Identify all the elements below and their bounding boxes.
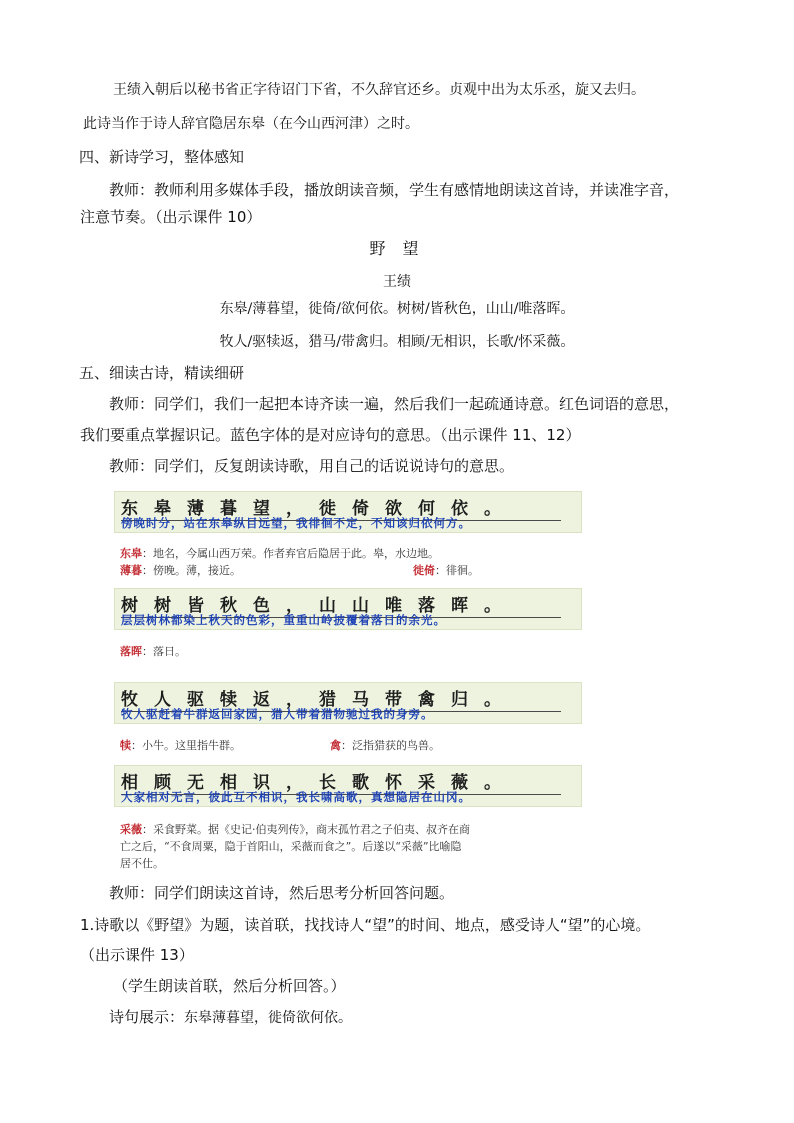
slide-box	[114, 682, 582, 724]
section-4-heading: 四、新诗学习，整体感知	[79, 148, 245, 166]
note-item	[120, 643, 186, 660]
note-item	[330, 737, 440, 754]
note-term: 徙倚	[413, 564, 435, 577]
poem-line-1: 东皋/薄暮望，徙倚/欲何依。树树/皆秋色，山山/唯落晖。	[219, 301, 575, 317]
slide-poem-line: 树树皆秋色，山山唯落晖。	[121, 591, 561, 618]
note-text: 居不仕。	[120, 857, 164, 870]
note-text: ：小牛。这里指牛群。	[131, 739, 241, 752]
poem-line-2: 牧人/驱犊返，猎马/带禽归。相顾/无相识，长歌/怀采薇。	[219, 334, 575, 350]
note-term: 东皋	[120, 547, 142, 560]
section-4-teacher-line-2: 注意节奏。（出示课件 10）	[80, 208, 262, 226]
poem-author: 王绩	[383, 274, 411, 290]
note-item	[413, 562, 479, 579]
section-5-teacher-1-line-1: 教师：同学们，我们一起把本诗齐读一遍，然后我们一起疏通诗意。红色词语的意思，	[109, 395, 680, 413]
note-text: ：徘徊。	[435, 564, 479, 577]
note-text: ：地名，今属山西万荣。作者弃官后隐居于此。皋，水边地。	[142, 547, 439, 560]
note-text: 亡之后，“不食周粟，隐于首阳山，采薇而食之”。后遂以“采薇”比喻隐	[120, 840, 462, 853]
slide-translation: 层层树林都染上秋天的色彩，重重山岭披覆着落日的余光。	[121, 613, 446, 627]
note-term: 犊	[120, 739, 131, 752]
section-5-heading: 五、细读古诗，精读细研	[79, 364, 245, 382]
poem-display-label: 诗句展示：	[109, 1008, 185, 1026]
question-1-line-2: （出示课件 13）	[80, 946, 194, 964]
note-term: 禽	[330, 739, 341, 752]
question-1-line-1: 1.诗歌以《野望》为题，读首联，找找诗人“望”的时间、地点，感受诗人“望”的心境。	[80, 916, 651, 934]
note-item	[120, 855, 164, 872]
student-instruction: （学生朗读首联，然后分析回答。）	[113, 977, 346, 995]
note-text: ：傍晚。薄，接近。	[142, 564, 241, 577]
section-4-teacher-line-1: 教师：教师利用多媒体手段，播放朗读音频，学生有感情地朗读这首诗，并读准字音，	[109, 181, 680, 199]
intro-line-1: 王绩入朝后以秘书省正字待诏门下省，不久辞官还乡。贞观中出为太乐丞，旋又去归。	[113, 82, 645, 98]
poem-display-text: 东皋薄暮望，徙倚欲何依。	[184, 1010, 353, 1026]
note-text: ：采食野菜。据《史记·伯夷列传》，商末孤竹君之子伯夷、叔齐在商	[142, 823, 470, 836]
note-item	[120, 838, 462, 855]
section-5-teacher-2: 教师：同学们，反复朗读诗歌，用自己的话说说诗句的意思。	[109, 457, 515, 475]
note-text: ：落日。	[142, 645, 186, 658]
note-text: ：泛指猎获的鸟兽。	[341, 739, 440, 752]
slide-box	[114, 765, 582, 807]
slide-poem-line: 东皋薄暮望，徙倚欲何依。	[121, 494, 561, 521]
slide-translation: 大家相对无言，彼此互不相识，我长啸高歌，真想隐居在山冈。	[121, 790, 471, 804]
note-item	[120, 821, 470, 838]
note-item	[120, 562, 241, 579]
teacher-question-prompt: 教师：同学们朗读这首诗，然后思考分析回答问题。	[109, 884, 455, 902]
section-5-teacher-1-line-2: 我们要重点掌握识记。蓝色字体的是对应诗句的意思。（出示课件 11、12）	[80, 426, 581, 444]
note-item	[120, 737, 241, 754]
slide-box	[114, 491, 582, 533]
poem-display	[109, 1006, 352, 1029]
slide-box	[114, 588, 582, 630]
note-term: 采薇	[120, 823, 142, 836]
note-item	[120, 545, 439, 562]
poem-title: 野 望	[369, 239, 425, 258]
note-term: 薄暮	[120, 564, 142, 577]
slide-poem-line: 相顾无相识，长歌怀采薇。	[121, 768, 561, 795]
note-term: 落晖	[120, 645, 142, 658]
slide-translation: 牧人驱赶着牛群返回家园，猎人带着猎物驰过我的身旁。	[121, 707, 434, 721]
slide-poem-line: 牧人驱犊返，猎马带禽归。	[121, 685, 561, 712]
slide-translation: 傍晚时分，站在东皋纵目远望，我徘徊不定，不知该归依何方。	[121, 516, 471, 530]
intro-line-2: 此诗当作于诗人辞官隐居东皋（在今山西河津）之时。	[83, 116, 419, 132]
